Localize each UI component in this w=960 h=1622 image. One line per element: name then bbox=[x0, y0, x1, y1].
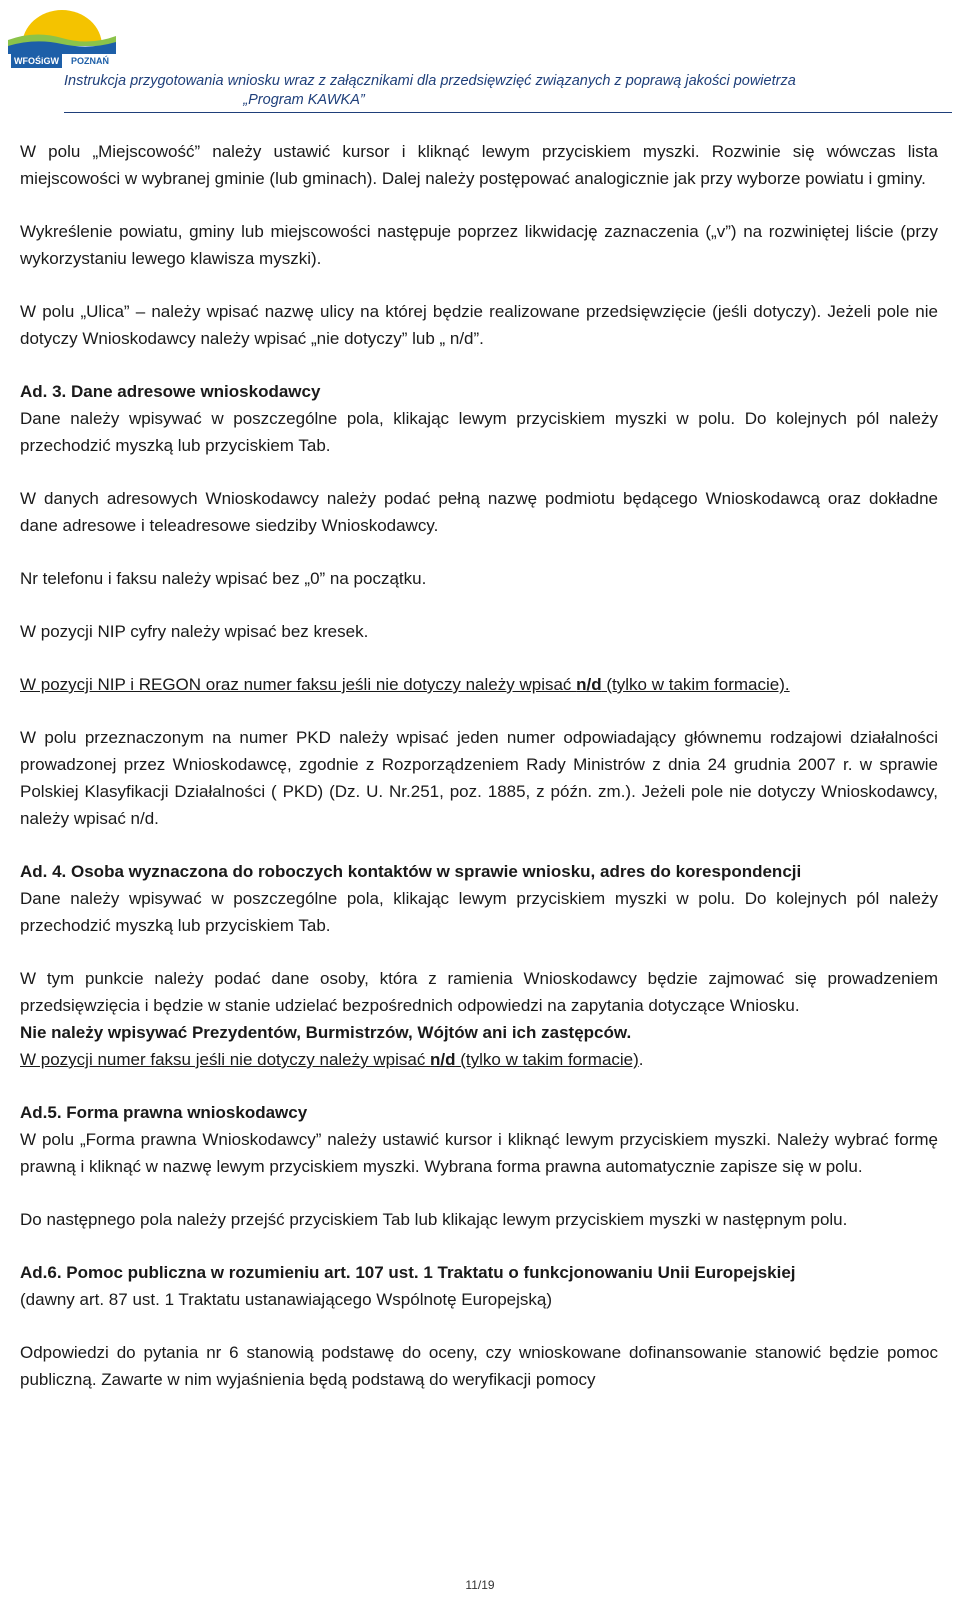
fax-rule-bold: n/d bbox=[430, 1050, 456, 1069]
page-number: 11/19 bbox=[465, 1578, 495, 1592]
nd-rule-tail: (tylko w takim formacie). bbox=[601, 675, 790, 694]
section-heading-ad3: Ad. 3. Dane adresowe wnioskodawcy bbox=[20, 382, 321, 401]
wfosigw-logo bbox=[8, 6, 116, 66]
nd-rule-bold: n/d bbox=[576, 675, 602, 694]
header-title: Instrukcja przygotowania wniosku wraz z załącznikami dla przedsięwzięć związanych z poprawą jakości powietrza bbox=[64, 73, 796, 89]
fax-rule-underlined bbox=[20, 1050, 639, 1069]
header-subtitle: „Program KAWKA” bbox=[243, 92, 365, 108]
paragraph-ad3-address: W danych adresowych Wnioskodawcy należy podać pełną nazwę podmiotu będącego Wnioskodawcą oraz dokładne dane adresowe i teleadresowe siedziby Wnioskodawcy. bbox=[20, 489, 938, 535]
section-heading-ad6: Ad.6. Pomoc publiczna w rozumieniu art. 107 ust. 1 Traktatu o funkcjonowaniu Unii Europejskiej bbox=[20, 1263, 796, 1282]
paragraph-ad3-phone: Nr telefonu i faksu należy wpisać bez „0” na początku. bbox=[20, 569, 427, 588]
section-heading-ad4: Ad. 4. Osoba wyznaczona do roboczych kontaktów w sprawie wniosku, adres do korespondencji bbox=[20, 862, 802, 881]
paragraph-ad4-contact: W tym punkcie należy podać dane osoby, która z ramienia Wnioskodawcy będzie zajmować się prowadzeniem przedsięwzięcia i będzie w stanie udzielać bezpośrednich odpowiedzi na zapytania dotyczące Wniosku. bbox=[20, 969, 938, 1015]
fax-rule-tail: (tylko w takim formacie) bbox=[455, 1050, 639, 1069]
paragraph-ad5-next: Do następnego pola należy przejść przyciskiem Tab lub klikając lewym przyciskiem myszki w następnym polu. bbox=[20, 1210, 848, 1229]
paragraph-ad4-fax bbox=[20, 1046, 938, 1073]
paragraph-ad6-answers: Odpowiedzi do pytania nr 6 stanowią podstawę do oceny, czy wnioskowane dofinansowanie stanowić będzie pomoc publiczną. Zawarte w nim wyjaśnienia będą podstawą do weryfikacji pomocy bbox=[20, 1343, 938, 1389]
paragraph-ad3-nip: W pozycji NIP cyfry należy wpisać bez kresek. bbox=[20, 622, 369, 641]
logo-graphic-icon bbox=[8, 6, 116, 54]
paragraph-ulica: W polu „Ulica” – należy wpisać nazwę ulicy na której będzie realizowane przedsięwzięcie (jeśli dotyczy). Jeżeli pole nie dotyczy Wnioskodawcy należy wpisać „nie dotyczy” lub „ n/d”. bbox=[20, 302, 938, 348]
logo-text-right: POZNAŃ bbox=[71, 56, 109, 66]
paragraph-ad5-form: W polu „Forma prawna Wnioskodawcy” należy ustawić kursor i kliknąć lewym przyciskiem myszki. Należy wybrać formę prawną i kliknąć w nazwę lewym przyciskiem myszki. Wybrana forma prawna automatycznie zapisze się w polu. bbox=[20, 1130, 938, 1176]
section-subheading-ad6: (dawny art. 87 ust. 1 Traktatu ustanawiającego Wspólnotę Europejską) bbox=[20, 1290, 553, 1309]
logo-text-left: WFOŚiGW bbox=[11, 54, 62, 68]
header-divider bbox=[64, 112, 952, 113]
paragraph-ad4-warning: Nie należy wpisywać Prezydentów, Burmistrzów, Wójtów ani ich zastępców. bbox=[20, 1023, 632, 1042]
section-heading-ad5: Ad.5. Forma prawna wnioskodawcy bbox=[20, 1103, 308, 1122]
paragraph-ad3-instructions: Dane należy wpisywać w poszczególne pola, klikając lewym przyciskiem myszki w polu. Do kolejnych pól należy przechodzić myszką lub przyciskiem Tab. bbox=[20, 409, 938, 455]
paragraph-ad3-pkd: W polu przeznaczonym na numer PKD należy wpisać jeden numer odpowiadający głównemu rodzajowi działalności prowadzonej przez Wnioskodawcę, zgodnie z Rozporządzeniem Rady Ministrów z dnia 24 grudnia 2007 r. w sprawie Polskiej Klasyfikacji Działalności ( PKD) (Dz. U. Nr.251, poz. 1885, z późn. zm.). Jeżeli pole nie dotyczy Wnioskodawcy, należy wpisać n/d. bbox=[20, 728, 938, 828]
paragraph-ad4-instructions: Dane należy wpisywać w poszczególne pola, klikając lewym przyciskiem myszki w polu. Do kolejnych pól należy przechodzić myszką lub przyciskiem Tab. bbox=[20, 889, 938, 935]
fax-rule-period: . bbox=[638, 1050, 644, 1069]
paragraph-ad3-nd-rule bbox=[20, 671, 938, 698]
fax-rule-text: W pozycji numer faksu jeśli nie dotyczy należy wpisać bbox=[20, 1050, 431, 1069]
paragraph-miejscowosc: W polu „Miejscowość” należy ustawić kursor i kliknąć lewym przyciskiem myszki. Rozwinie się wówczas lista miejscowości w wybranej gminie (lub gminach). Dalej należy postępować analogicznie jak przy wyborze powiatu i gminy. bbox=[20, 142, 938, 188]
nd-rule-text: W pozycji NIP i REGON oraz numer faksu jeśli nie dotyczy należy wpisać bbox=[20, 675, 577, 694]
paragraph-wykreslenie: Wykreślenie powiatu, gminy lub miejscowości następuje poprzez likwidację zaznaczenia („v”) na rozwiniętej liście (przy wykorzystaniu lewego klawisza myszki). bbox=[20, 222, 938, 268]
document-body bbox=[20, 138, 938, 1393]
